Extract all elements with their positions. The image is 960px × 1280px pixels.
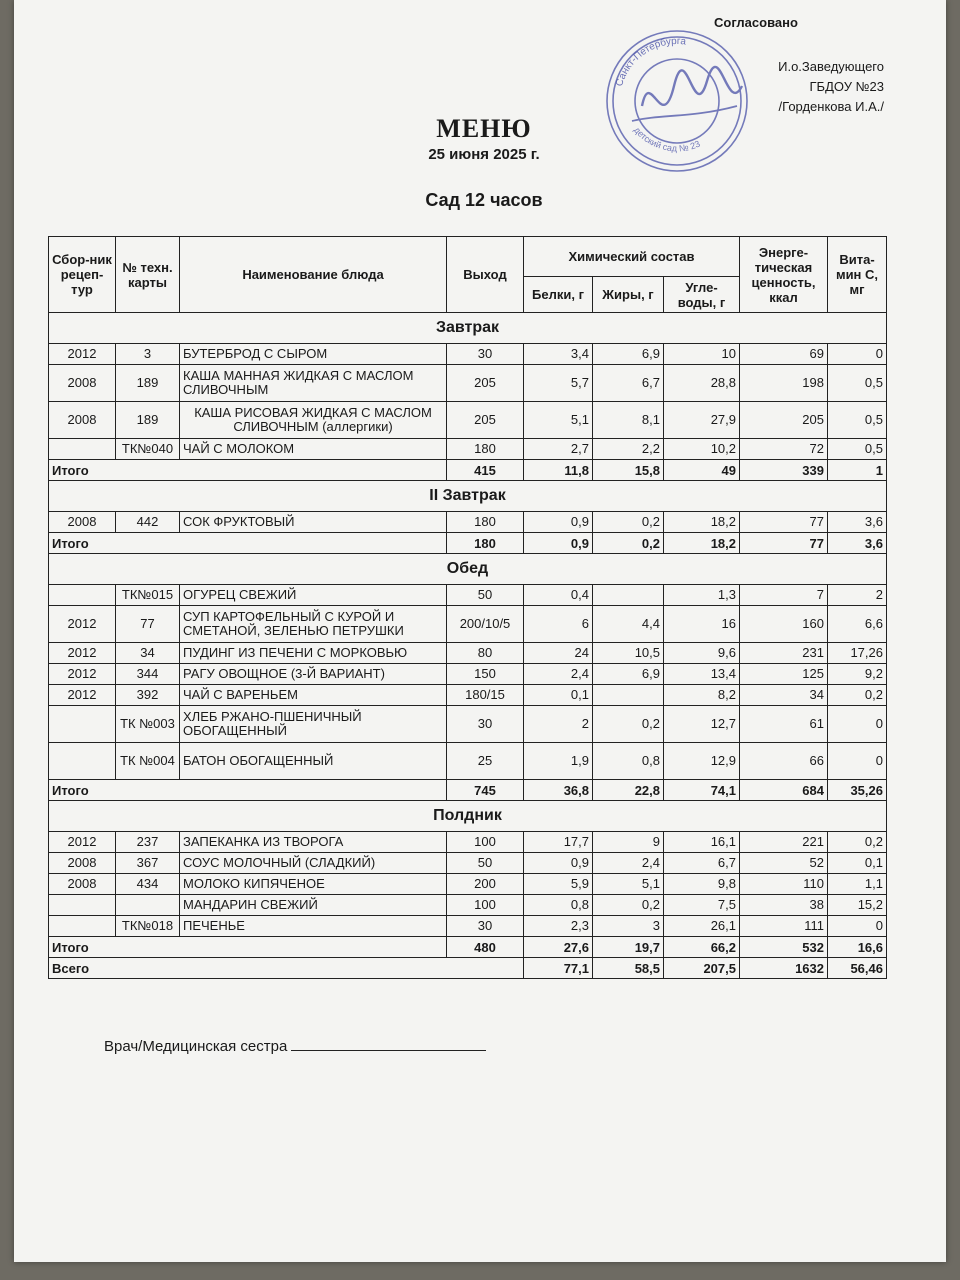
- cell-energy: 231: [740, 643, 828, 664]
- cell-dish-name: БАТОН ОБОГАЩЕННЫЙ: [180, 743, 447, 780]
- cell-carbs: 26,1: [664, 916, 740, 937]
- cell-dish-name: СУП КАРТОФЕЛЬНЫЙ С КУРОЙ И СМЕТАНОЙ, ЗЕЛЕНЬЮ ПЕТРУШКИ: [180, 606, 447, 643]
- table-row: [49, 512, 887, 533]
- cell-dish-name: КАША РИСОВАЯ ЖИДКАЯ С МАСЛОМ СЛИВОЧНЫМ (аллергики): [180, 402, 447, 439]
- cell-collection: [49, 439, 116, 460]
- cell-card-number: 34: [116, 643, 180, 664]
- cell-collection: [49, 895, 116, 916]
- cell-energy: 221: [740, 832, 828, 853]
- total-yield: 180: [447, 533, 524, 554]
- header-dish-name: Наименование блюда: [180, 237, 447, 313]
- cell-carbs: 16,1: [664, 832, 740, 853]
- section-title: Полдник: [49, 801, 887, 832]
- cell-collection: [49, 585, 116, 606]
- cell-carbs: 6,7: [664, 853, 740, 874]
- cell-vitamin-c: 0,5: [828, 365, 887, 402]
- header-carbs: Угле-воды, г: [664, 277, 740, 313]
- cell-vitamin-c: 17,26: [828, 643, 887, 664]
- cell-collection: 2012: [49, 643, 116, 664]
- document-date: 25 июня 2025 г.: [428, 146, 540, 163]
- total-yield: 415: [447, 460, 524, 481]
- cell-carbs: 13,4: [664, 664, 740, 685]
- cell-carbs: 10,2: [664, 439, 740, 460]
- total-label: Итого: [49, 780, 447, 801]
- cell-carbs: 9,6: [664, 643, 740, 664]
- section-row: [49, 554, 887, 585]
- cell-card-number: 434: [116, 874, 180, 895]
- cell-carbs: 27,9: [664, 402, 740, 439]
- table-row: [49, 832, 887, 853]
- cell-fat: 9: [593, 832, 664, 853]
- cell-dish-name: ОГУРЕЦ СВЕЖИЙ: [180, 585, 447, 606]
- cell-protein: 24: [524, 643, 593, 664]
- cell-fat: 0,2: [593, 512, 664, 533]
- cell-card-number: ТК№018: [116, 916, 180, 937]
- cell-energy: 34: [740, 685, 828, 706]
- cell-yield: 30: [447, 344, 524, 365]
- cell-carbs: 18,2: [664, 512, 740, 533]
- table-row: [49, 344, 887, 365]
- section-row: [49, 481, 887, 512]
- total-fat: 19,7: [593, 937, 664, 958]
- grand-total-carbs: 207,5: [664, 958, 740, 979]
- cell-protein: 6: [524, 606, 593, 643]
- total-fat: 15,8: [593, 460, 664, 481]
- signature-line: [291, 1036, 486, 1051]
- cell-energy: 52: [740, 853, 828, 874]
- cell-energy: 72: [740, 439, 828, 460]
- total-energy: 77: [740, 533, 828, 554]
- table-row: [49, 606, 887, 643]
- cell-yield: 50: [447, 585, 524, 606]
- cell-card-number: ТК№015: [116, 585, 180, 606]
- menu-sheet: [14, 0, 946, 1262]
- total-yield: 480: [447, 937, 524, 958]
- total-vitamin-c: 3,6: [828, 533, 887, 554]
- cell-card-number: 367: [116, 853, 180, 874]
- total-row: [49, 780, 887, 801]
- table-row: [49, 685, 887, 706]
- cell-collection: 2008: [49, 365, 116, 402]
- total-row: [49, 937, 887, 958]
- cell-dish-name: ХЛЕБ РЖАНО-ПШЕНИЧНЫЙ ОБОГАЩЕННЫЙ: [180, 706, 447, 743]
- cell-fat: 2,2: [593, 439, 664, 460]
- cell-yield: 100: [447, 895, 524, 916]
- grand-total-fat: 58,5: [593, 958, 664, 979]
- total-row: [49, 533, 887, 554]
- cell-dish-name: СОУС МОЛОЧНЫЙ (СЛАДКИЙ): [180, 853, 447, 874]
- total-protein: 0,9: [524, 533, 593, 554]
- cell-protein: 2,3: [524, 916, 593, 937]
- header-protein: Белки, г: [524, 277, 593, 313]
- cell-protein: 5,9: [524, 874, 593, 895]
- table-row: [49, 365, 887, 402]
- cell-dish-name: РАГУ ОВОЩНОЕ (3-Й ВАРИАНТ): [180, 664, 447, 685]
- cell-vitamin-c: 0,2: [828, 685, 887, 706]
- grand-total-row: [49, 958, 887, 979]
- cell-fat: 10,5: [593, 643, 664, 664]
- cell-yield: 100: [447, 832, 524, 853]
- cell-collection: 2012: [49, 685, 116, 706]
- cell-dish-name: МАНДАРИН СВЕЖИЙ: [180, 895, 447, 916]
- cell-vitamin-c: 0,5: [828, 402, 887, 439]
- table-row: [49, 439, 887, 460]
- cell-energy: 160: [740, 606, 828, 643]
- cell-collection: 2012: [49, 606, 116, 643]
- cell-vitamin-c: 0,5: [828, 439, 887, 460]
- cell-yield: 150: [447, 664, 524, 685]
- section-title: Обед: [49, 554, 887, 585]
- total-fat: 22,8: [593, 780, 664, 801]
- section-row: [49, 313, 887, 344]
- cell-yield: 50: [447, 853, 524, 874]
- table-row: [49, 585, 887, 606]
- table-row: [49, 402, 887, 439]
- cell-yield: 205: [447, 365, 524, 402]
- total-label: Итого: [49, 533, 447, 554]
- cell-protein: 3,4: [524, 344, 593, 365]
- table-row: [49, 643, 887, 664]
- cell-fat: [593, 685, 664, 706]
- cell-energy: 125: [740, 664, 828, 685]
- cell-vitamin-c: 0,1: [828, 853, 887, 874]
- cell-card-number: [116, 895, 180, 916]
- total-protein: 27,6: [524, 937, 593, 958]
- seal-text-top: Санкт-Петербурга: [614, 35, 687, 88]
- total-vitamin-c: 16,6: [828, 937, 887, 958]
- total-energy: 339: [740, 460, 828, 481]
- cell-carbs: 9,8: [664, 874, 740, 895]
- cell-card-number: 344: [116, 664, 180, 685]
- cell-vitamin-c: 15,2: [828, 895, 887, 916]
- cell-yield: 80: [447, 643, 524, 664]
- cell-card-number: 237: [116, 832, 180, 853]
- cell-energy: 198: [740, 365, 828, 402]
- cell-card-number: ТК №003: [116, 706, 180, 743]
- cell-yield: 180: [447, 512, 524, 533]
- cell-energy: 110: [740, 874, 828, 895]
- cell-vitamin-c: 0: [828, 743, 887, 780]
- total-fat: 0,2: [593, 533, 664, 554]
- cell-protein: 2: [524, 706, 593, 743]
- table-row: [49, 916, 887, 937]
- header-yield: Выход: [447, 237, 524, 313]
- cell-card-number: ТК№040: [116, 439, 180, 460]
- group-name: Сад 12 часов: [425, 190, 543, 210]
- cell-carbs: 10: [664, 344, 740, 365]
- cell-collection: 2008: [49, 853, 116, 874]
- table-row: [49, 743, 887, 780]
- total-protein: 36,8: [524, 780, 593, 801]
- signature-label: Врач/Медицинская сестра: [104, 1038, 288, 1055]
- cell-vitamin-c: 0: [828, 344, 887, 365]
- cell-vitamin-c: 3,6: [828, 512, 887, 533]
- cell-energy: 69: [740, 344, 828, 365]
- cell-protein: 0,1: [524, 685, 593, 706]
- total-yield: 745: [447, 780, 524, 801]
- cell-carbs: 12,9: [664, 743, 740, 780]
- cell-vitamin-c: 0,2: [828, 832, 887, 853]
- cell-carbs: 1,3: [664, 585, 740, 606]
- cell-vitamin-c: 9,2: [828, 664, 887, 685]
- approval-heading: Согласовано: [714, 15, 798, 30]
- cell-protein: 5,7: [524, 365, 593, 402]
- cell-protein: 2,7: [524, 439, 593, 460]
- cell-dish-name: БУТЕРБРОД С СЫРОМ: [180, 344, 447, 365]
- cell-dish-name: ЧАЙ С МОЛОКОМ: [180, 439, 447, 460]
- total-row: [49, 460, 887, 481]
- cell-energy: 111: [740, 916, 828, 937]
- cell-card-number: 442: [116, 512, 180, 533]
- menu-table: [48, 236, 887, 979]
- cell-card-number: ТК №004: [116, 743, 180, 780]
- cell-collection: [49, 916, 116, 937]
- cell-collection: 2008: [49, 402, 116, 439]
- cell-fat: 5,1: [593, 874, 664, 895]
- table-row: [49, 895, 887, 916]
- header-fat: Жиры, г: [593, 277, 664, 313]
- cell-energy: 7: [740, 585, 828, 606]
- cell-yield: 205: [447, 402, 524, 439]
- cell-energy: 61: [740, 706, 828, 743]
- cell-card-number: 189: [116, 402, 180, 439]
- total-vitamin-c: 1: [828, 460, 887, 481]
- cell-collection: 2008: [49, 874, 116, 895]
- total-vitamin-c: 35,26: [828, 780, 887, 801]
- cell-fat: 2,4: [593, 853, 664, 874]
- cell-carbs: 7,5: [664, 895, 740, 916]
- cell-collection: 2008: [49, 512, 116, 533]
- cell-collection: 2012: [49, 344, 116, 365]
- cell-yield: 30: [447, 916, 524, 937]
- document-title: МЕНЮ: [436, 114, 532, 143]
- total-carbs: 66,2: [664, 937, 740, 958]
- cell-vitamin-c: 1,1: [828, 874, 887, 895]
- cell-fat: 0,2: [593, 895, 664, 916]
- cell-fat: 6,9: [593, 344, 664, 365]
- total-energy: 532: [740, 937, 828, 958]
- header-card-number: № техн. карты: [116, 237, 180, 313]
- grand-total-vitamin-c: 56,46: [828, 958, 887, 979]
- cell-yield: 30: [447, 706, 524, 743]
- cell-card-number: 77: [116, 606, 180, 643]
- total-carbs: 74,1: [664, 780, 740, 801]
- cell-dish-name: ЗАПЕКАНКА ИЗ ТВОРОГА: [180, 832, 447, 853]
- header-collection: Сбор-ник рецеп-тур: [49, 237, 116, 313]
- cell-fat: 6,9: [593, 664, 664, 685]
- approval-organization: ГБДОУ №23: [809, 79, 884, 94]
- cell-collection: 2012: [49, 664, 116, 685]
- cell-protein: 0,9: [524, 853, 593, 874]
- signature-block: [104, 1036, 486, 1055]
- section-row: [49, 801, 887, 832]
- cell-dish-name: ПУДИНГ ИЗ ПЕЧЕНИ С МОРКОВЬЮ: [180, 643, 447, 664]
- cell-yield: 200/10/5: [447, 606, 524, 643]
- cell-card-number: 392: [116, 685, 180, 706]
- cell-collection: [49, 706, 116, 743]
- total-protein: 11,8: [524, 460, 593, 481]
- cell-fat: 4,4: [593, 606, 664, 643]
- cell-vitamin-c: 6,6: [828, 606, 887, 643]
- cell-collection: 2012: [49, 832, 116, 853]
- grand-total-label: Всего: [49, 958, 524, 979]
- cell-energy: 205: [740, 402, 828, 439]
- cell-energy: 77: [740, 512, 828, 533]
- cell-energy: 66: [740, 743, 828, 780]
- seal-text-ring: детский сад № 23: [631, 124, 702, 154]
- cell-fat: 3: [593, 916, 664, 937]
- total-carbs: 18,2: [664, 533, 740, 554]
- header-chemical-composition: Химический состав: [524, 237, 740, 277]
- cell-carbs: 12,7: [664, 706, 740, 743]
- cell-dish-name: ЧАЙ С ВАРЕНЬЕМ: [180, 685, 447, 706]
- total-energy: 684: [740, 780, 828, 801]
- cell-dish-name: ПЕЧЕНЬЕ: [180, 916, 447, 937]
- cell-protein: 2,4: [524, 664, 593, 685]
- grand-total-energy: 1632: [740, 958, 828, 979]
- cell-vitamin-c: 0: [828, 706, 887, 743]
- cell-energy: 38: [740, 895, 828, 916]
- cell-dish-name: СОК ФРУКТОВЫЙ: [180, 512, 447, 533]
- cell-protein: 0,8: [524, 895, 593, 916]
- header-energy: Энерге-тическая ценность, ккал: [740, 237, 828, 313]
- cell-fat: 6,7: [593, 365, 664, 402]
- table-row: [49, 664, 887, 685]
- cell-carbs: 28,8: [664, 365, 740, 402]
- total-label: Итого: [49, 460, 447, 481]
- cell-card-number: 189: [116, 365, 180, 402]
- cell-vitamin-c: 2: [828, 585, 887, 606]
- total-label: Итого: [49, 937, 447, 958]
- cell-fat: 0,8: [593, 743, 664, 780]
- cell-fat: 8,1: [593, 402, 664, 439]
- cell-collection: [49, 743, 116, 780]
- table-row: [49, 706, 887, 743]
- cell-dish-name: КАША МАННАЯ ЖИДКАЯ С МАСЛОМ СЛИВОЧНЫМ: [180, 365, 447, 402]
- approval-position: И.о.Заведующего: [778, 59, 884, 74]
- cell-yield: 200: [447, 874, 524, 895]
- cell-yield: 180/15: [447, 685, 524, 706]
- cell-protein: 0,9: [524, 512, 593, 533]
- section-title: Завтрак: [49, 313, 887, 344]
- grand-total-protein: 77,1: [524, 958, 593, 979]
- total-carbs: 49: [664, 460, 740, 481]
- table-row: [49, 853, 887, 874]
- cell-carbs: 16: [664, 606, 740, 643]
- cell-carbs: 8,2: [664, 685, 740, 706]
- cell-protein: 5,1: [524, 402, 593, 439]
- header-vitamin-c: Вита-мин С, мг: [828, 237, 887, 313]
- cell-protein: 0,4: [524, 585, 593, 606]
- cell-protein: 1,9: [524, 743, 593, 780]
- cell-protein: 17,7: [524, 832, 593, 853]
- cell-yield: 180: [447, 439, 524, 460]
- cell-fat: [593, 585, 664, 606]
- approval-name: /Горденкова И.А./: [778, 99, 884, 114]
- section-title: II Завтрак: [49, 481, 887, 512]
- cell-fat: 0,2: [593, 706, 664, 743]
- cell-dish-name: МОЛОКО КИПЯЧЕНОЕ: [180, 874, 447, 895]
- table-row: [49, 874, 887, 895]
- cell-vitamin-c: 0: [828, 916, 887, 937]
- cell-yield: 25: [447, 743, 524, 780]
- cell-card-number: 3: [116, 344, 180, 365]
